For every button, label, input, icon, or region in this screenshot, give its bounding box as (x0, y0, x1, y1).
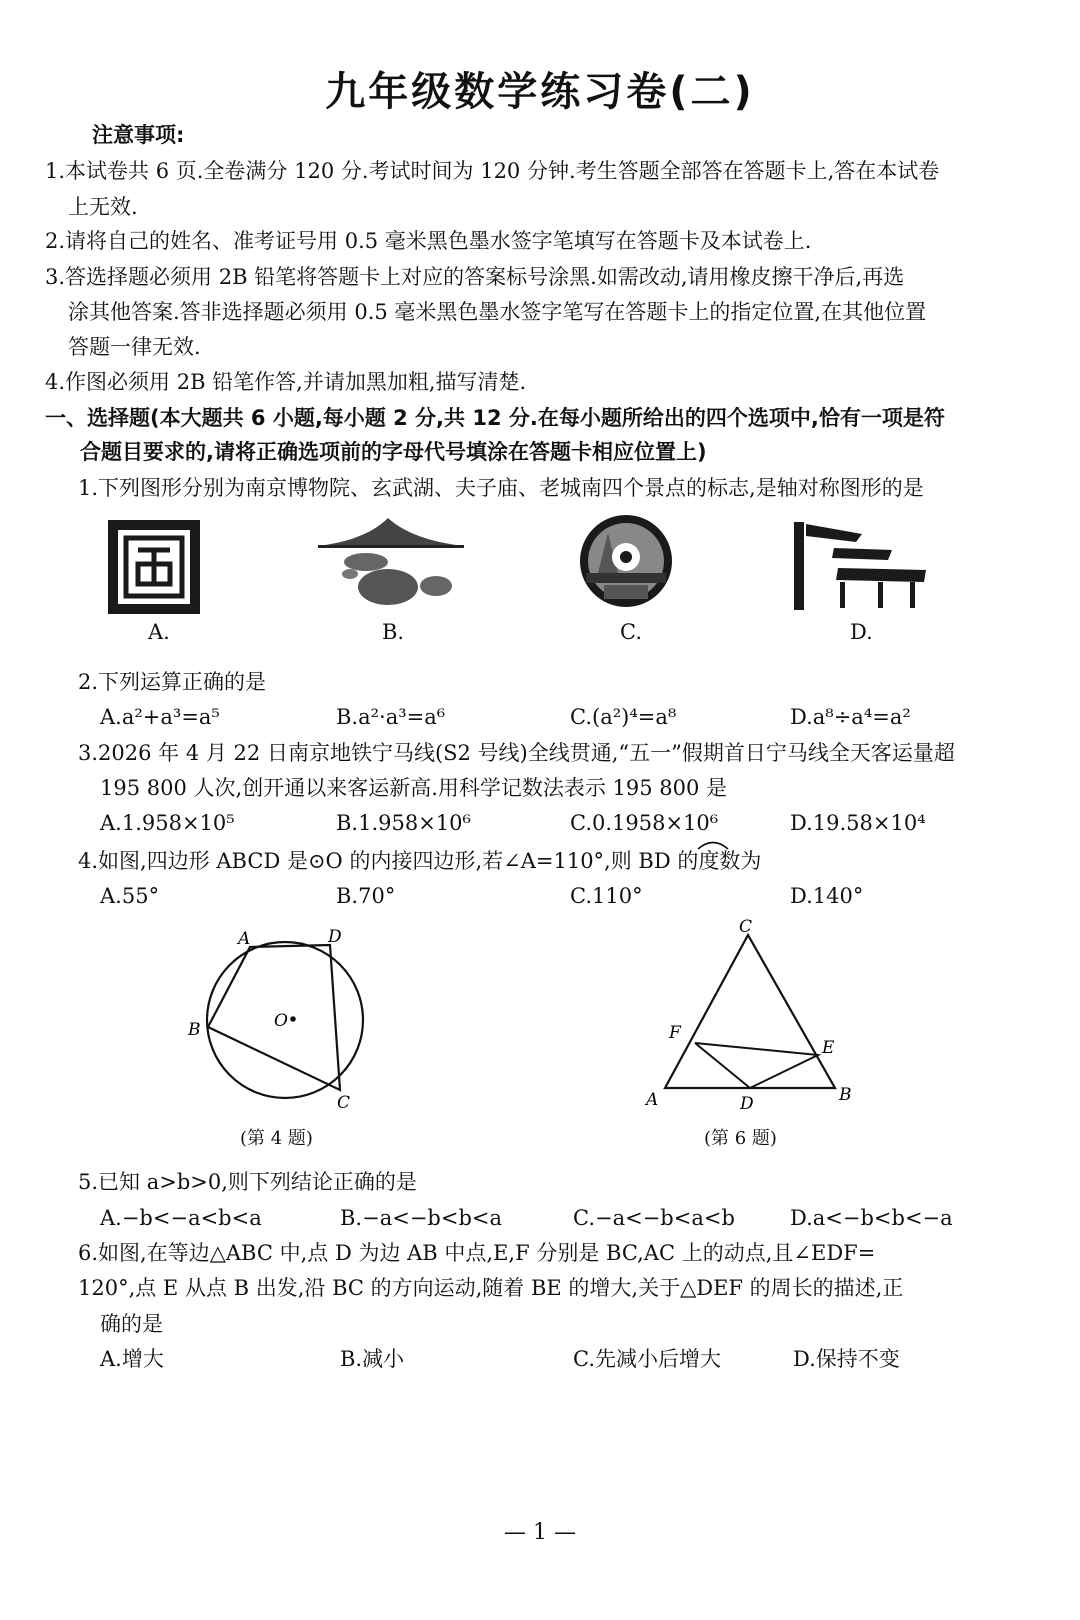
q6-stem-cont: 120°,点 E 从点 B 出发,沿 BC 的方向运动,随着 BE 的增大,关于△DEF 的周长的描述,正 (78, 1276, 904, 1300)
q6-option-b: B.减小 (340, 1347, 405, 1371)
notice-item-1: 1.本试卷共 6 页.全卷满分 120 分.考试时间为 120 分钟.考生答题全部答在答题卡上,答在本试卷 (45, 159, 940, 183)
q2-option-b: B.a²·a³=a⁶ (336, 705, 446, 729)
notice-item-3-cont: 涂其他答案.答非选择题必须用 0.5 毫米黑色墨水签字笔写在答题卡上的指定位置,在其他位置 (68, 300, 927, 324)
q6-point-e: E (822, 1038, 835, 1058)
q4-option-a: A.55° (100, 884, 160, 908)
q3-stem: 3.2026 年 4 月 22 日南京地铁宁马线(S2 号线)全线贯通,“五一”假期首日宁马线全天客运量超 (78, 741, 955, 765)
q1-label-c: C. (620, 620, 642, 644)
q6-option-c: C.先减小后增大 (573, 1347, 721, 1371)
section-1-heading-cont: 合题目要求的,请将正确选项前的字母代号填涂在答题卡相应位置上) (80, 440, 707, 464)
q4-circle-figure (180, 920, 370, 1120)
q3-option-b: B.1.958×10⁶ (336, 811, 471, 835)
q5-stem: 5.已知 a>b>0,则下列结论正确的是 (78, 1170, 417, 1194)
q6-point-a: A (646, 1090, 659, 1110)
q2-option-d: D.a⁸÷a⁴=a² (790, 705, 911, 729)
q4-point-d: D (328, 927, 342, 947)
q6-stem: 6.如图,在等边△ABC 中,点 D 为边 AB 中点,E,F 分别是 BC,AC 上的动点,且∠EDF= (78, 1241, 876, 1265)
q4-option-b: B.70° (336, 884, 396, 908)
q1-label-b: B. (382, 620, 405, 644)
notice-item-3-cont2: 答题一律无效. (68, 335, 201, 359)
q5-option-c: C.−a<−b<a<b (573, 1206, 735, 1230)
notice-item-1-cont: 上无效. (68, 195, 138, 219)
q6-triangle-figure (640, 910, 860, 1115)
q4-stem: 4.如图,四边形 ABCD 是⊙O 的内接四边形,若∠A=110°,则 BD 的度数为 (78, 849, 762, 873)
q6-option-a: A.增大 (100, 1347, 164, 1371)
q4-point-b: B (188, 1020, 201, 1040)
old-city-south-logo (792, 520, 932, 612)
page-number: — 1 — (504, 1520, 576, 1545)
fuzimiao-logo (578, 513, 674, 609)
q4-option-c: C.110° (570, 884, 643, 908)
q2-option-a: A.a²+a³=a⁵ (100, 705, 220, 729)
q6-caption: (第 6 题) (704, 1128, 777, 1149)
q1-label-d: D. (850, 620, 873, 644)
q5-option-b: B.−a<−b<b<a (340, 1206, 503, 1230)
notice-item-2: 2.请将自己的姓名、准考证号用 0.5 毫米黑色墨水签字笔填写在答题卡及本试卷上. (45, 229, 812, 253)
q3-option-d: D.19.58×10⁴ (790, 811, 926, 835)
section-1-heading: 一、选择题(本大题共 6 小题,每小题 2 分,共 12 分.在每小题所给出的四个选项中,恰有一项是符 (45, 406, 945, 430)
nanjing-museum-logo (108, 520, 200, 614)
notice-item-4: 4.作图必须用 2B 铅笔作答,并请加黑加粗,描写清楚. (45, 370, 527, 394)
q4-point-o: O (274, 1011, 288, 1031)
q6-point-d: D (740, 1094, 754, 1114)
q3-stem-cont: 195 800 人次,创开通以来客运新高.用科学记数法表示 195 800 是 (100, 776, 728, 800)
q4-point-c: C (337, 1093, 351, 1113)
q1-label-a: A. (148, 620, 170, 644)
page-title: 九年级数学练习卷(二) (325, 69, 755, 115)
arc-mark-icon (696, 838, 730, 850)
q4-option-d: D.140° (790, 884, 864, 908)
q6-point-c: C (739, 917, 753, 937)
q3-option-a: A.1.958×10⁵ (100, 811, 235, 835)
q2-option-c: C.(a²)⁴=a⁸ (570, 705, 677, 729)
q2-stem: 2.下列运算正确的是 (78, 670, 267, 694)
notice-heading: 注意事项: (92, 123, 185, 147)
q4-point-a: A (238, 929, 251, 949)
q3-option-c: C.0.1958×10⁶ (570, 811, 719, 835)
q6-option-d: D.保持不变 (793, 1347, 900, 1371)
q6-point-f: F (669, 1023, 681, 1043)
q5-option-d: D.a<−b<b<−a (790, 1206, 953, 1230)
q5-option-a: A.−b<−a<b<a (100, 1206, 262, 1230)
q4-caption: (第 4 题) (240, 1128, 313, 1149)
xuanwu-lake-logo (316, 512, 466, 612)
q6-stem-cont2: 确的是 (100, 1312, 163, 1336)
notice-item-3: 3.答选择题必须用 2B 铅笔将答题卡上对应的答案标号涂黑.如需改动,请用橡皮擦干净后,再选 (45, 265, 905, 289)
q1-stem: 1.下列图形分别为南京博物院、玄武湖、夫子庙、老城南四个景点的标志,是轴对称图形的是 (78, 476, 924, 500)
q6-point-b: B (839, 1085, 852, 1105)
